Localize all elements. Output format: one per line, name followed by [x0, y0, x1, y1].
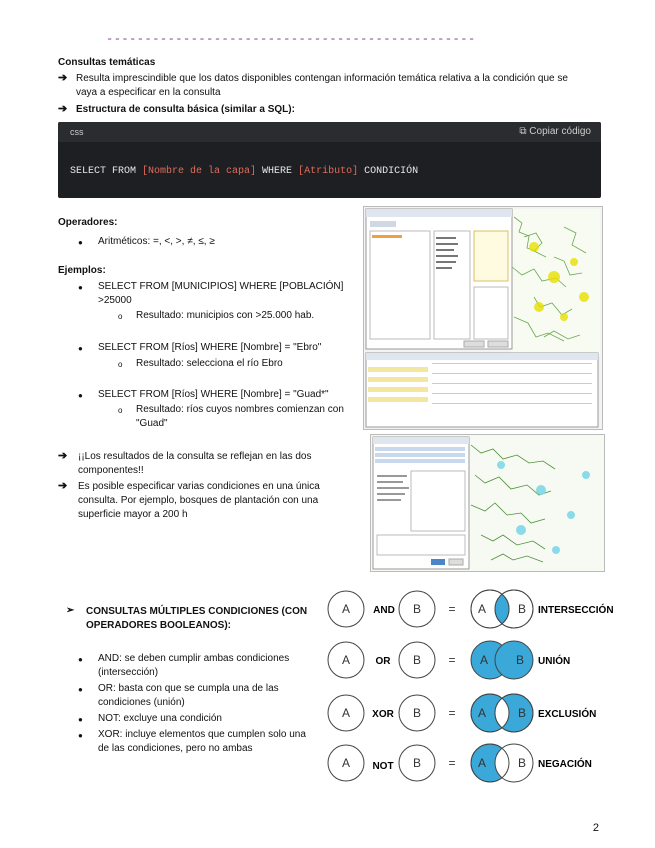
bullet-dot: ● [78, 344, 83, 353]
multiples-title: CONSULTAS MÚLTIPLES CONDICIONES (CON [86, 606, 308, 617]
code-language: css [70, 127, 84, 137]
venn-operator: OR [375, 656, 391, 667]
arrowhead-icon: ➢ [66, 605, 75, 616]
boolean-desc: NOT: excluye una condición [98, 713, 222, 724]
example-query: SELECT FROM [Ríos] WHERE [Nombre] = "Guad*" [98, 389, 329, 400]
boolean-desc: AND: se deben cumplir ambas condiciones [98, 653, 290, 664]
code-header [58, 122, 601, 142]
copy-label: Copiar código [529, 126, 591, 137]
venn-diagram [326, 588, 626, 788]
venn-row-or [328, 641, 570, 679]
note-text: consulta. Por ejemplo, bosques de plantación con una [78, 495, 319, 506]
code-keyword: SELECT FROM [70, 166, 143, 177]
boolean-desc: de las condiciones, pero no ambas [98, 743, 253, 754]
boolean-desc: OR: basta con que se cumpla una de las [98, 683, 279, 694]
example-result: Resultado: ríos cuyos nombres comienzan con [136, 404, 344, 415]
code-line [70, 166, 418, 177]
copy-icon: ⧉ [519, 126, 527, 137]
venn-result: INTERSECCIÓN [538, 605, 614, 616]
boolean-desc: condiciones (unión) [98, 697, 185, 708]
bullet-text: vaya a especificar en la consulta [76, 87, 221, 98]
note-text: Es posible especificar varias condiciones en una única [78, 481, 320, 492]
note-text: componentes!! [78, 465, 144, 476]
example-query: SELECT FROM [Ríos] WHERE [Nombre] = "Ebro" [98, 342, 322, 353]
venn-fill [495, 641, 533, 679]
bullet-text: Resulta imprescindible que los datos disponibles contengan información temática relativa a la condición que se [76, 73, 568, 84]
bullet-dot: ● [78, 731, 83, 740]
venn-label-a: A [477, 756, 487, 770]
example-result: Resultado: selecciona el río Ebro [136, 358, 283, 369]
venn-operator: NOT [372, 761, 394, 772]
code-keyword: CONDICIÓN [358, 166, 419, 177]
venn-operator: AND [373, 605, 395, 616]
sub-bullet: o [118, 406, 123, 415]
separator-line: ------------------------------------------------ [106, 32, 476, 46]
venn-label-b: B [515, 653, 525, 667]
venn-equals: = [448, 706, 456, 720]
examples-title: Ejemplos: [58, 265, 106, 276]
code-placeholder: [Atributo] [298, 166, 359, 177]
operators-title: Operadores: [58, 217, 118, 228]
gis-screenshot-graphic [364, 207, 602, 429]
venn-operator: XOR [372, 709, 394, 720]
venn-equals: = [448, 653, 456, 667]
venn-equals: = [448, 756, 456, 770]
venn-label-b: B [412, 602, 422, 616]
bullet-dot: ● [78, 685, 83, 694]
note-text: ¡¡Los resultados de la consulta se reflejan en las dos [78, 451, 312, 462]
bullet-text-bold: Estructura de consulta básica (similar a SQL): [76, 104, 295, 115]
operators-item: Aritméticos: =, <, >, ≠, ≤, ≥ [98, 236, 215, 247]
example-result: "Guad" [136, 418, 168, 429]
venn-label-b: B [517, 706, 527, 720]
venn-label-a: A [341, 756, 351, 770]
venn-label-b: B [412, 706, 422, 720]
venn-equals: = [448, 602, 456, 616]
bullet-dot: ● [78, 655, 83, 664]
bullet-dot: ● [78, 283, 83, 292]
venn-label-b: B [517, 756, 527, 770]
venn-label-b: B [517, 602, 527, 616]
bullet-dot: ● [78, 715, 83, 724]
venn-label-a: A [341, 602, 351, 616]
code-placeholder: [Nombre de la capa] [142, 166, 257, 177]
venn-label-b: B [412, 653, 422, 667]
note-text: superficie mayor a 200 h [78, 509, 188, 520]
gis-screenshot-graphic [371, 435, 604, 571]
example-query: >25000 [98, 295, 132, 306]
arrow-icon: ➔ [58, 103, 68, 115]
venn-label-a: A [341, 653, 351, 667]
example-query: SELECT FROM [MUNICIPIOS] WHERE [POBLACIÓN] [98, 281, 344, 292]
section-title: Consultas temáticas [58, 57, 156, 68]
venn-row-and [328, 590, 614, 628]
venn-result: EXCLUSIÓN [538, 709, 597, 720]
sub-bullet: o [118, 360, 123, 369]
venn-result: NEGACIÓN [538, 759, 592, 770]
venn-label-a: A [479, 653, 489, 667]
arrow-icon: ➔ [58, 450, 68, 462]
boolean-desc: XOR: incluye elementos que cumplen solo una [98, 729, 306, 740]
copy-code-button[interactable] [519, 126, 591, 137]
venn-result: UNIÓN [538, 656, 571, 667]
bullet-dot: ● [78, 238, 83, 247]
venn-row-xor [328, 694, 596, 732]
gis-screenshot-bottom [370, 434, 605, 572]
venn-label-b: B [412, 756, 422, 770]
page-number: 2 [592, 822, 599, 834]
venn-label-a: A [477, 706, 487, 720]
sub-bullet: o [118, 312, 123, 321]
arrow-icon: ➔ [58, 480, 68, 492]
arrow-icon: ➔ [58, 72, 68, 84]
bullet-dot: ● [78, 391, 83, 400]
gis-screenshot-top [363, 206, 603, 430]
venn-row-not [328, 744, 592, 782]
code-block [58, 122, 601, 198]
venn-label-a: A [477, 602, 487, 616]
venn-label-a: A [341, 706, 351, 720]
multiples-title: OPERADORES BOOLEANOS): [86, 620, 232, 631]
example-result: Resultado: municipios con >25.000 hab. [136, 310, 315, 321]
code-keyword: WHERE [256, 166, 299, 177]
boolean-desc: (intersección) [98, 667, 159, 678]
